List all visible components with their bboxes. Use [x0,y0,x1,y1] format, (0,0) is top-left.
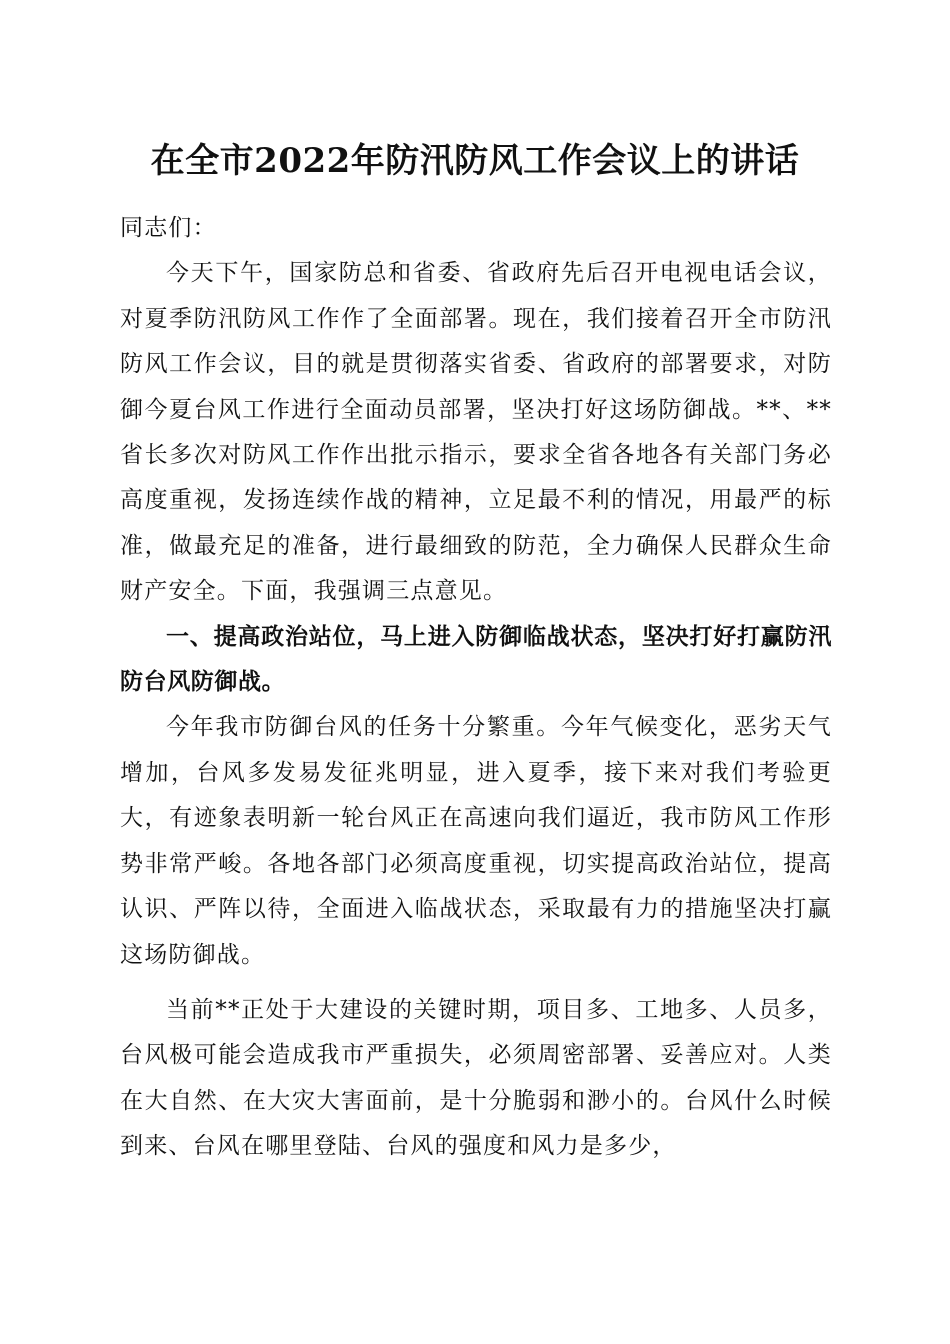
document-body [120,206,832,1170]
paragraph-section-1-a: 今年我市防御台风的任务十分繁重。今年气候变化，恶劣天气增加，台风多发易发征兆明显，进入夏季，接下来对我们考验更大，有迹象表明新一轮台风正在高速向我们逼近，我市防风工作形势非常严峻。各地各部门必须高度重视，切实提高政治站位，提高认识、严阵以待，全面进入临战状态，采取最有力的措施坚决打赢这场防御战。 [120,714,832,968]
section-heading-1: 一、提高政治站位，马上进入防御临战状态，坚决打好打赢防汛防台风防御战。 [120,623,832,696]
document-title: 在全市2022年防汛防风工作会议上的讲话 [150,141,800,181]
paragraph-intro: 今天下午，国家防总和省委、省政府先后召开电视电话会议，对夏季防汛防风工作作了全面部署。现在，我们接着召开全市防汛防风工作会议，目的就是贯彻落实省委、省政府的部署要求，对防御今夏台风工作进行全面动员部署，坚决打好这场防御战。**、**省长多次对防风工作作出批示指示，要求全省各地各有关部门务必高度重视，发扬连续作战的精神，立足最不利的情况，用最严的标准，做最充足的准备，进行最细致的防范，全力确保人民群众生命财产安全。下面，我强调三点意见。 [120,260,832,605]
salutation: 同志们： [120,215,217,241]
paragraph-section-1-b: 当前**正处于大建设的关键时期，项目多、工地多、人员多，台风极可能会造成我市严重损失，必须周密部署、妥善应对。人类在大自然、在大灾大害面前，是十分脆弱和渺小的。台风什么时候到来、台风在哪里登陆、台风的强度和风力是多少， [120,996,832,1160]
